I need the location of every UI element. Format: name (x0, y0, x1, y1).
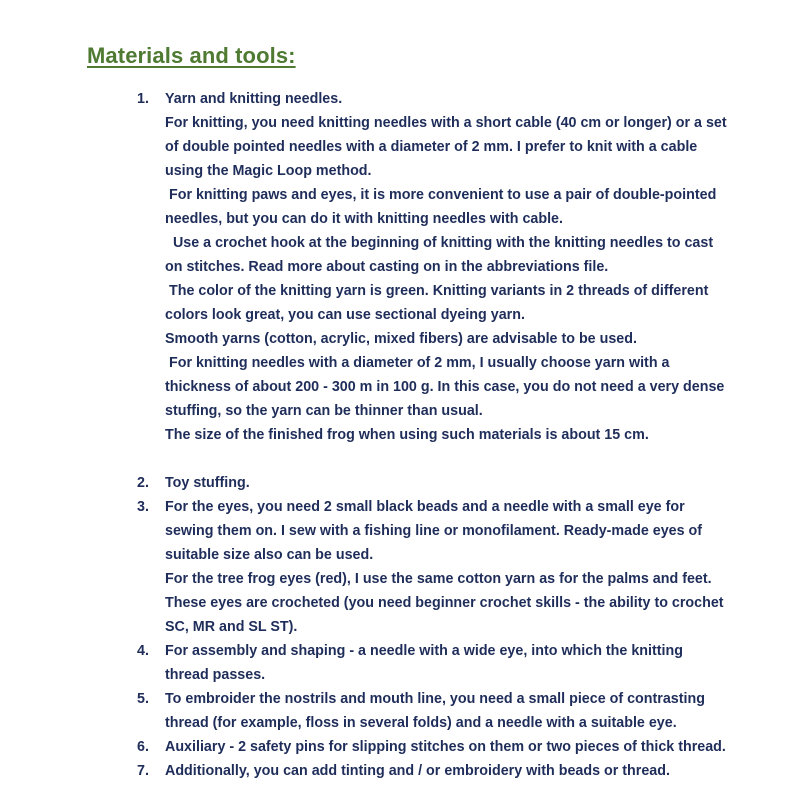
item-text-line: on stitches. Read more about casting on in the abbreviations file. (165, 259, 609, 275)
list-item (137, 735, 797, 759)
item-title: Yarn and knitting needles. (165, 91, 343, 107)
item-number: 7. (137, 763, 149, 779)
item-text-line: stuffing, so the yarn can be thinner than usual. (165, 403, 483, 419)
item-number: 4. (137, 643, 149, 659)
item-number: 1. (137, 91, 149, 107)
list-item (137, 87, 797, 447)
item-text-line: needles, but you can do it with knitting needles with cable. (165, 211, 563, 227)
item-text-line: These eyes are crocheted (you need beginner crochet skills - the ability to crochet (165, 595, 724, 611)
section-heading: Materials and tools: (87, 43, 296, 68)
item-text-line: Additionally, you can add tinting and / or embroidery with beads or thread. (165, 763, 670, 779)
materials-list (137, 87, 797, 783)
item-text-line: For knitting paws and eyes, it is more convenient to use a pair of double-pointed (165, 187, 717, 203)
item-text-line: For the eyes, you need 2 small black beads and a needle with a small eye for (165, 499, 685, 515)
spacer (137, 447, 797, 471)
item-text-line: sewing them on. I sew with a fishing line or monofilament. Ready-made eyes of (165, 523, 703, 539)
item-text-line: The color of the knitting yarn is green. Knitting variants in 2 threads of different (165, 283, 709, 299)
item-text-line: thickness of about 200 - 300 m in 100 g. In this case, you do not need a very dense (165, 379, 725, 395)
item-text-line: For the tree frog eyes (red), I use the same cotton yarn as for the palms and feet. (165, 571, 712, 587)
list-item (137, 495, 797, 639)
item-text-line: thread (for example, floss in several folds) and a needle with a suitable eye. (165, 715, 677, 731)
item-text-line: To embroider the nostrils and mouth line, you need a small piece of contrasting (165, 691, 705, 707)
item-text-line: thread passes. (165, 667, 266, 683)
item-text-line: Smooth yarns (cotton, acrylic, mixed fibers) are advisable to be used. (165, 331, 637, 347)
list-item (137, 639, 797, 687)
item-text-line: Use a crochet hook at the beginning of knitting with the knitting needles to cast (165, 235, 714, 251)
item-text-line: using the Magic Loop method. (165, 163, 372, 179)
item-number: 5. (137, 691, 149, 707)
item-text-line: For knitting needles with a diameter of 2 mm, I usually choose yarn with a (165, 355, 670, 371)
item-text-line: Auxiliary - 2 safety pins for slipping stitches on them or two pieces of thick thread. (165, 739, 726, 755)
item-title: Toy stuffing. (165, 475, 250, 491)
item-number: 2. (137, 475, 149, 491)
item-text-line: suitable size also can be used. (165, 547, 374, 563)
list-item (137, 759, 797, 783)
list-item (137, 687, 797, 735)
item-text-line: For knitting, you need knitting needles with a short cable (40 cm or longer) or a set (165, 115, 727, 131)
item-text-line: of double pointed needles with a diameter of 2 mm. I prefer to knit with a cable (165, 139, 698, 155)
list-item (137, 471, 797, 495)
item-text-line: colors look great, you can use sectional dyeing yarn. (165, 307, 525, 323)
item-text-line: The size of the finished frog when using such materials is about 15 cm. (165, 427, 649, 443)
item-number: 3. (137, 499, 149, 515)
item-text-line: For assembly and shaping - a needle with a wide eye, into which the knitting (165, 643, 683, 659)
item-text-line: SC, MR and SL ST). (165, 619, 298, 635)
item-number: 6. (137, 739, 149, 755)
